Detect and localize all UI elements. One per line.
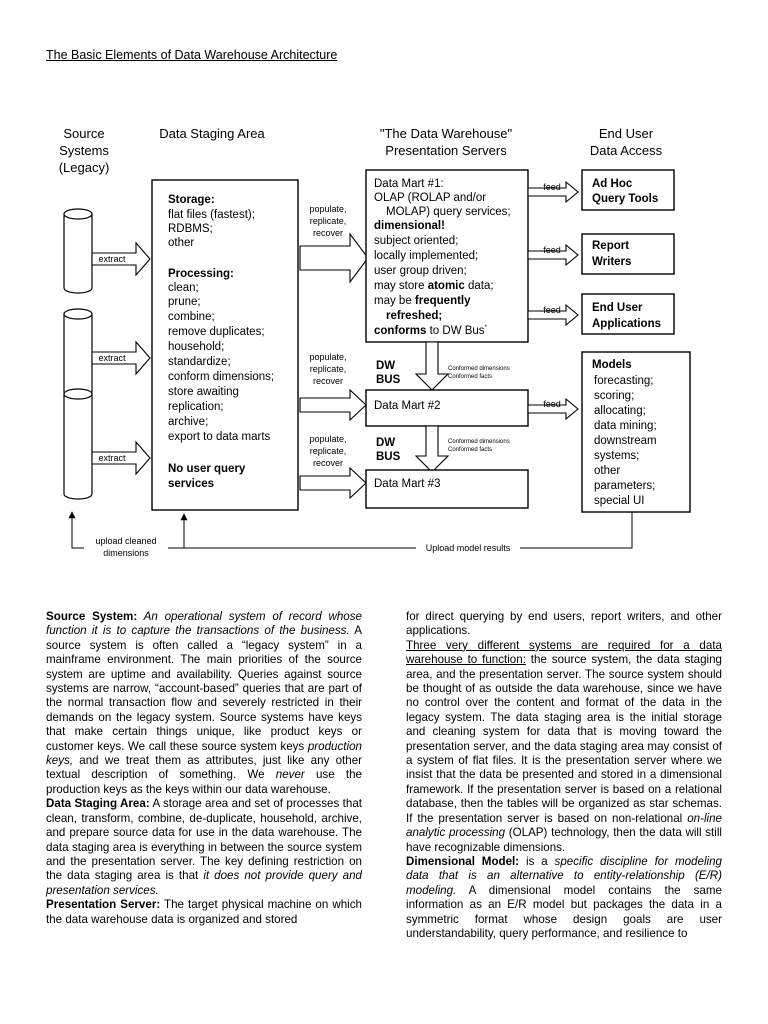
- source-cylinder-3: [64, 389, 92, 499]
- mart1-dimensional: dimensional!: [374, 220, 445, 232]
- staging-processing-item: store awaiting: [168, 386, 239, 398]
- mart3-title: Data Mart #3: [374, 478, 441, 490]
- extract-label-2: extract: [98, 353, 126, 363]
- header-source-2: Systems: [59, 143, 109, 158]
- staging-processing-item: replication;: [168, 401, 224, 413]
- models-item: data mining;: [594, 420, 657, 432]
- mart1-line-frequently: may be frequently: [374, 295, 471, 307]
- feed-label-4: feed: [543, 399, 561, 409]
- conformed-dims-1: Conformed dimensions: [448, 366, 510, 372]
- presentation-server-paragraph: Presentation Server: The target physical machine on which the data warehouse data is organized and stored: [46, 898, 362, 926]
- source-cylinder-2: [64, 309, 92, 397]
- staging-processing-item: household;: [168, 341, 225, 353]
- models-item: other: [594, 465, 621, 477]
- header-staging: Data Staging Area: [159, 126, 265, 141]
- staging-processing-item: standardize;: [168, 356, 231, 368]
- dw-bus-2-a: DW: [376, 437, 396, 449]
- populate-label-1c: recover: [312, 228, 344, 238]
- feed-label-1: feed: [543, 182, 561, 192]
- staging-processing-item: export to data marts: [168, 431, 271, 443]
- apps-label-2: Applications: [592, 318, 662, 330]
- mart1-refreshed: refreshed;: [386, 310, 443, 322]
- mart1-line-conforms: conforms to DW Bus*: [374, 325, 487, 337]
- models-item: forecasting;: [594, 375, 654, 387]
- header-warehouse-2: Presentation Servers: [385, 143, 507, 158]
- models-title: Models: [592, 359, 632, 371]
- dimensional-model-paragraph: Dimensional Model: is a specific discipline for modeling data that is an alternative to entity-relationship (E/R) modeling. A dimensional model contains the same information as an E/R model but packages the data in a symmetric format whose design goals are user understandability, query performance, and resilience to: [406, 854, 722, 940]
- header-source-1: Source: [63, 126, 105, 141]
- conformed-facts-2: Conformed facts: [448, 447, 493, 453]
- upload-cleaned-label-1: upload cleaned: [95, 536, 157, 546]
- staging-processing-item: conform dimensions;: [168, 371, 275, 383]
- staging-storage-title: Storage:: [168, 194, 215, 206]
- staging-processing-item: clean;: [168, 282, 199, 294]
- source-system-paragraph: Source System: An operational system of record whose function it is to capture the transactions of the business. A source system is often called a “legacy system” in a mainframe environment. The main priorities of the source system are uptime and availability. Queries against source systems are narrow, “account-based” queries that are part of the normal transaction flow and severely restricted in their demands on the legacy system. Source systems have keys that make certain things unique, like product keys or customer keys. We call these source system keys production keys, and we treat them as attributes, just like any other textual description of something. We never use the production keys as the keys within our data warehouse.: [46, 610, 362, 796]
- document-title: The Basic Elements of Data Warehouse Architecture: [46, 48, 338, 62]
- conformed-facts-1: Conformed facts: [448, 374, 493, 380]
- feed-label-2: feed: [543, 245, 561, 255]
- dw-bus-2-b: BUS: [376, 451, 401, 463]
- mart1-line: user group driven;: [374, 265, 467, 277]
- mart1-title: Data Mart #1:: [374, 178, 444, 190]
- populate-label-3a: populate,: [309, 434, 347, 444]
- populate-label-3b: replicate,: [309, 446, 347, 456]
- source-cylinder-1: [64, 209, 92, 293]
- mart1-line: subject oriented;: [374, 235, 459, 247]
- populate-arrow-3: [300, 468, 366, 498]
- populate-arrow-1: [300, 234, 368, 282]
- staging-no-query-1: No user query: [168, 463, 246, 475]
- mart1-line-atomic: may store atomic data;: [374, 280, 494, 292]
- staging-storage-item: RDBMS;: [168, 223, 213, 235]
- dw-bus-arrow-2: [416, 426, 448, 472]
- dw-bus-arrow-1: [416, 342, 448, 390]
- mart1-line: MOLAP) query services;: [386, 206, 511, 218]
- extract-label-3: extract: [98, 453, 126, 463]
- populate-label-3c: recover: [312, 458, 344, 468]
- staging-processing-item: prune;: [168, 296, 201, 308]
- models-item: parameters;: [594, 480, 656, 492]
- staging-processing-item: remove duplicates;: [168, 326, 265, 338]
- conformed-dims-2: Conformed dimensions: [448, 439, 510, 445]
- models-item: scoring;: [594, 390, 635, 402]
- upload-cleaned-label-2: dimensions: [103, 548, 149, 558]
- populate-label-2b: replicate,: [309, 364, 347, 374]
- header-warehouse-1: "The Data Warehouse": [379, 126, 513, 141]
- adhoc-label-1: Ad Hoc: [592, 178, 633, 190]
- populate-label-2c: recover: [312, 376, 344, 386]
- header-source-3: (Legacy): [58, 160, 110, 175]
- models-item: downstream: [594, 435, 657, 447]
- upload-model-results-line: [184, 512, 632, 548]
- staging-no-query-2: services: [168, 478, 215, 490]
- header-enduser-1: End User: [598, 126, 654, 141]
- report-label-2: Writers: [592, 256, 632, 268]
- mart2-title: Data Mart #2: [374, 400, 441, 412]
- report-label-1: Report: [592, 240, 630, 252]
- dw-bus-1-b: BUS: [376, 374, 401, 386]
- feed-label-3: feed: [543, 305, 561, 315]
- text-column-right: [406, 610, 722, 941]
- staging-processing-title: Processing:: [168, 268, 234, 280]
- models-item: allocating;: [594, 405, 646, 417]
- mart1-line: locally implemented;: [374, 250, 479, 262]
- populate-label-2a: populate,: [309, 352, 347, 362]
- mart1-line: OLAP (ROLAP and/or: [374, 192, 487, 204]
- continuation-paragraph: for direct querying by end users, report writers, and other applications.: [406, 610, 722, 638]
- text-column-left: [46, 610, 362, 927]
- upload-model-results-label: Upload model results: [425, 543, 511, 553]
- data-staging-paragraph: Data Staging Area: A storage area and set of processes that clean, transform, combine, de-duplicate, household, archive, and prepare source data for use in the data warehouse. The data staging area is everything in between the source system and the presentation server. The key defining restriction on the data staging area is that it does not provide query and presentation services.: [46, 797, 363, 897]
- extract-label-1: extract: [98, 254, 126, 264]
- models-item: systems;: [594, 450, 640, 462]
- apps-label-1: End User: [592, 302, 643, 314]
- populate-label-1a: populate,: [309, 204, 347, 214]
- populate-label-1b: replicate,: [309, 216, 347, 226]
- staging-processing-item: combine;: [168, 311, 215, 323]
- models-item: special UI: [594, 495, 645, 507]
- dw-bus-1-a: DW: [376, 360, 396, 372]
- staging-processing-item: archive;: [168, 416, 209, 428]
- three-systems-paragraph: Three very different systems are required for a data warehouse to function: the source system, the data staging area, and the presentation server. The source system should be thought of as outside the data warehouse, since we have no control over the content and format of the data in the legacy system. The data staging area is the initial storage and cleaning system for data that is moving toward the presentation server, and the data staging area may consist of a system of flat files. It is the presentation server where we insist that the data be presented and stored in a dimensional framework. If the presentation server is based on a relational database, then the tables will be organized as star schemas. If the presentation server is based on non-relational on-line analytic processing (OLAP) technology, then the data will still have recognizable dimensions.: [406, 638, 722, 854]
- header-enduser-2: Data Access: [589, 143, 663, 158]
- adhoc-label-2: Query Tools: [592, 193, 659, 205]
- populate-arrow-2: [300, 390, 366, 420]
- staging-storage-item: flat files (fastest);: [168, 209, 255, 221]
- staging-storage-item: other: [168, 237, 195, 249]
